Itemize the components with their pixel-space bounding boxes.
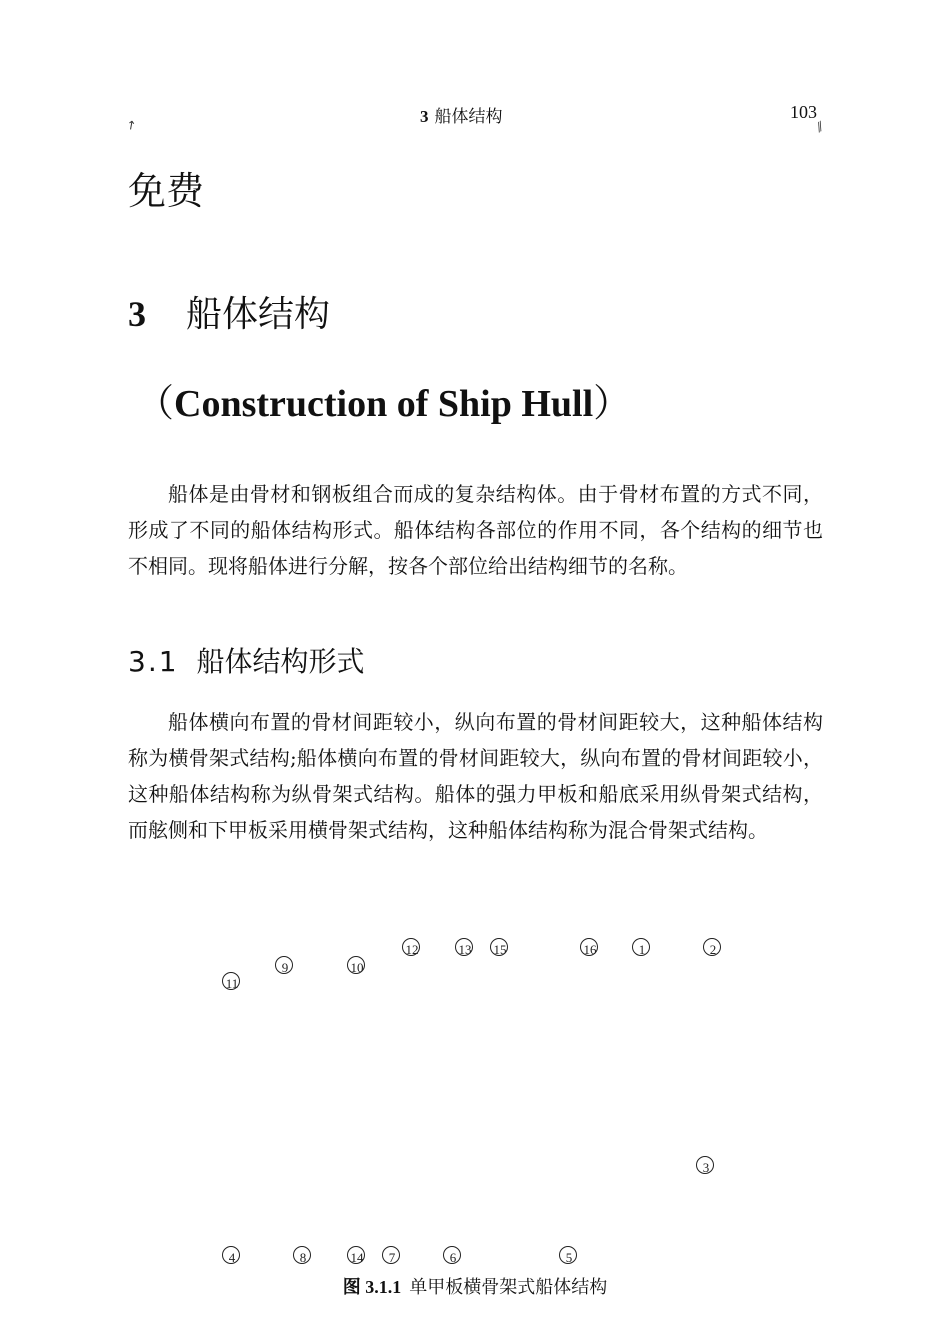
chapter-english-text: Construction of Ship Hull xyxy=(174,383,594,425)
watermark-text: 免费 xyxy=(128,169,205,213)
callout-label: 4 xyxy=(228,1250,236,1265)
figure-caption xyxy=(0,1273,950,1299)
callout-label: 12 xyxy=(405,942,419,957)
callout-label: 7 xyxy=(388,1250,396,1265)
chapter-number: 3 xyxy=(128,294,146,334)
callout-label: 11 xyxy=(225,976,239,991)
callout-label: 5 xyxy=(565,1250,573,1265)
callout-label: 3 xyxy=(702,1160,710,1175)
chapter-english-open-paren: （ xyxy=(136,383,175,425)
figure-callout xyxy=(480,938,520,972)
figure-callout xyxy=(570,938,610,972)
chapter-english-title xyxy=(136,372,631,427)
section-number: 3.1 xyxy=(128,645,179,678)
chapter-title-text: 船体结构 xyxy=(186,294,331,335)
pen-mark-left-icon: ↗ xyxy=(122,116,140,134)
running-header-chapter-title: 船体结构 xyxy=(434,107,503,127)
figure-caption-text: 单甲板横骨架式船体结构 xyxy=(409,1277,608,1298)
callout-label: 10 xyxy=(350,960,364,975)
chapter-title xyxy=(128,286,330,337)
callout-label: 1 xyxy=(638,942,646,957)
intro-paragraph: 船体是由骨材和钢板组合而成的复杂结构体。由于骨材布置的方式不同，形成了不同的船体结构形式。船体结构各部位的作用不同，各个结构的细节也不相同。现将船体进行分解，按各个部位给出结构细节的名称。 xyxy=(128,482,823,578)
callout-label: 8 xyxy=(299,1250,307,1265)
chapter-english-close-paren: ） xyxy=(593,383,632,425)
callout-label: 16 xyxy=(583,942,597,957)
page-number: 103 xyxy=(790,102,817,122)
running-header-title xyxy=(420,102,560,127)
section-title-text: 船体结构形式 xyxy=(196,645,365,678)
figure-callout xyxy=(686,1156,726,1190)
figure-callout xyxy=(212,972,252,1006)
section-title xyxy=(128,640,365,680)
callout-label: 13 xyxy=(458,942,472,957)
figure-callout xyxy=(337,956,377,990)
section-paragraph: 船体横向布置的骨材间距较小，纵向布置的骨材间距较大，这种船体结构称为横骨架式结构;船体横向布置的骨材间距较大，纵向布置的骨材间距较小，这种船体结构称为纵骨架式结构。船体的强力甲板和船底采用纵骨架式结构，而舷侧和下甲板采用横骨架式结构，这种船体结构称为混合骨架式结构。 xyxy=(128,710,823,842)
figure-caption-number: 图 3.1.1 xyxy=(342,1277,402,1297)
figure-callout xyxy=(392,938,432,972)
callout-label: 9 xyxy=(281,960,289,975)
callout-label: 15 xyxy=(493,942,507,957)
callout-label: 6 xyxy=(449,1250,457,1265)
callout-label: 2 xyxy=(709,942,717,957)
running-header-chapter-number: 3 xyxy=(420,107,429,126)
figure-callout xyxy=(693,938,733,972)
figure-callout xyxy=(445,938,485,972)
figure-callout xyxy=(265,956,305,990)
figure-callout xyxy=(622,938,662,972)
pen-mark-right-icon: ⁄⁄ xyxy=(814,120,826,134)
callout-label: 14 xyxy=(350,1250,364,1265)
